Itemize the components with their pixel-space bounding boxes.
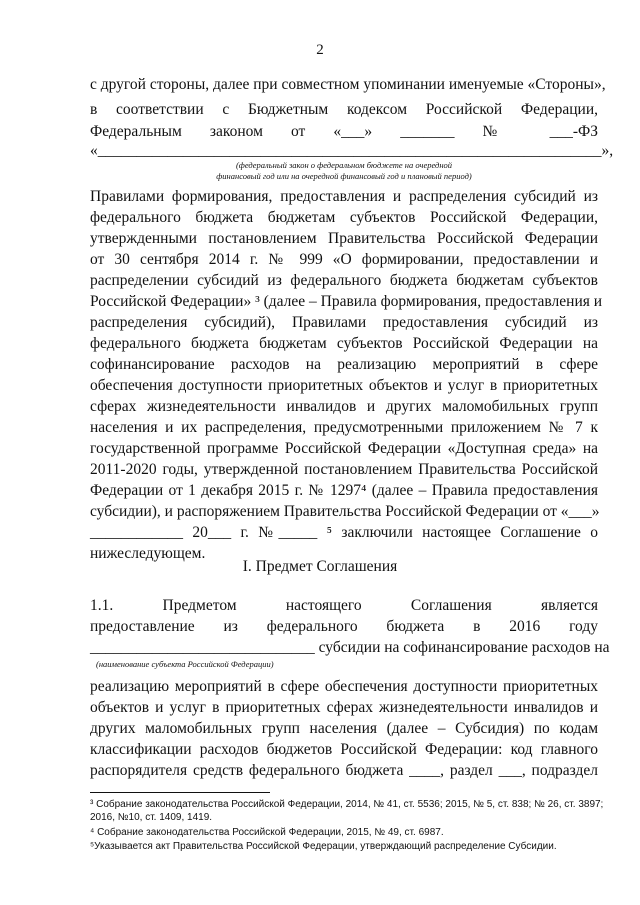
footnote-line: 2016, №10, ст. 1409, 1419. xyxy=(90,812,213,823)
text-line: _____________________________ субсидии на софинансирование расходов на xyxy=(90,639,610,656)
text-line: классификации расходов бюджетов Российской Федерации: код главного xyxy=(90,741,598,758)
page-number: 2 xyxy=(316,42,324,58)
text-line: Российской Федерации» ³ (далее – Правила формирования, предоставления и xyxy=(90,293,603,310)
footnote-divider xyxy=(90,792,270,793)
text-line: 1.1. Предметом настоящего Соглашения является xyxy=(90,597,598,614)
text-line: сферах жизнедеятельности инвалидов и других маломобильных групп xyxy=(90,398,598,415)
text-line: реализацию мероприятий в сфере обеспечения доступности приоритетных xyxy=(90,678,598,695)
law-caption-line: (федеральный закон о федеральном бюджете на очередной xyxy=(235,160,453,170)
section-heading: I. Предмет Соглашения xyxy=(242,558,398,575)
text-line: федерального бюджета бюджетам субъектов Российской Федерации на xyxy=(90,335,598,352)
text-line: Федерации от 1 декабря 2015 г. № 1297⁴ (далее – Правила предоставления xyxy=(90,482,598,499)
text-line: обеспечения доступности приоритетных объектов и услуг в приоритетных xyxy=(90,377,598,394)
text-line: от 30 сентября 2014 г. № 999 «О формировании, предоставлении и xyxy=(90,251,598,268)
text-line: в соответствии с Бюджетным кодексом Российской Федерации, xyxy=(90,101,598,118)
footnote-line: ⁴ Собрание законодательства Российской Федерации, 2015, № 49, ст. 6987. xyxy=(90,827,444,838)
text-line: утвержденными постановлением Правительства Российской Федерации xyxy=(90,230,598,247)
text-line: Правилами формирования, предоставления и распределения субсидий из xyxy=(90,188,598,205)
text-line: предоставление из федерального бюджета в 2016 году xyxy=(90,618,598,635)
text-line: «_________________________________________________________________», xyxy=(90,142,614,159)
text-line: распорядителя средств федерального бюджета ____, раздел ___, подраздел xyxy=(90,762,598,779)
text-line: Федеральным законом от «___» _______ № ___-ФЗ xyxy=(90,123,598,140)
subject-caption: (наименование субъекта Российской Федерации) xyxy=(96,659,274,669)
text-line: распределении субсидий из федерального бюджета бюджетам субъектов xyxy=(90,272,598,289)
text-line: ____________ 20___ г. №_____ ⁵ заключили настоящее Соглашение о xyxy=(90,524,598,541)
law-caption-line: финансовый год или на очередной финансовый год и плановый период) xyxy=(216,171,472,181)
text-line: 2011-2020 годы, утвержденной постановлением Правительства Российской xyxy=(90,461,598,478)
text-line: других маломобильных групп населения (далее – Субсидия) по кодам xyxy=(90,720,598,737)
footnote-line: ⁵Указывается акт Правительства Российской Федерации, утверждающий распределение Субсидии. xyxy=(90,841,557,852)
text-line: населения и их распределения, предусмотренными приложением № 7 к xyxy=(90,419,598,436)
text-line: нижеследующем. xyxy=(90,545,206,562)
text-line: софинансирование расходов на реализацию мероприятий в сфере xyxy=(90,356,598,373)
text-line: с другой стороны, далее при совместном упоминании именуемые «Стороны», xyxy=(90,76,606,93)
text-line: субсидии), и распоряжением Правительства Российской Федерации от «___» xyxy=(90,503,600,520)
text-line: объектов и услуг в приоритетных сферах жизнедеятельности инвалидов и xyxy=(90,699,598,716)
footnote-line: ³ Собрание законодательства Российской Федерации, 2014, № 41, ст. 5536; 2015, № 5, ст. 838; № 26, ст. 3897; xyxy=(90,799,604,810)
text-line: распределения субсидий), Правилами предоставления субсидий из xyxy=(90,314,598,331)
text-line: федерального бюджета бюджетам субъектов Российской Федерации, xyxy=(90,209,598,226)
text-line: государственной программе Российской Федерации «Доступная среда» на xyxy=(90,440,598,457)
